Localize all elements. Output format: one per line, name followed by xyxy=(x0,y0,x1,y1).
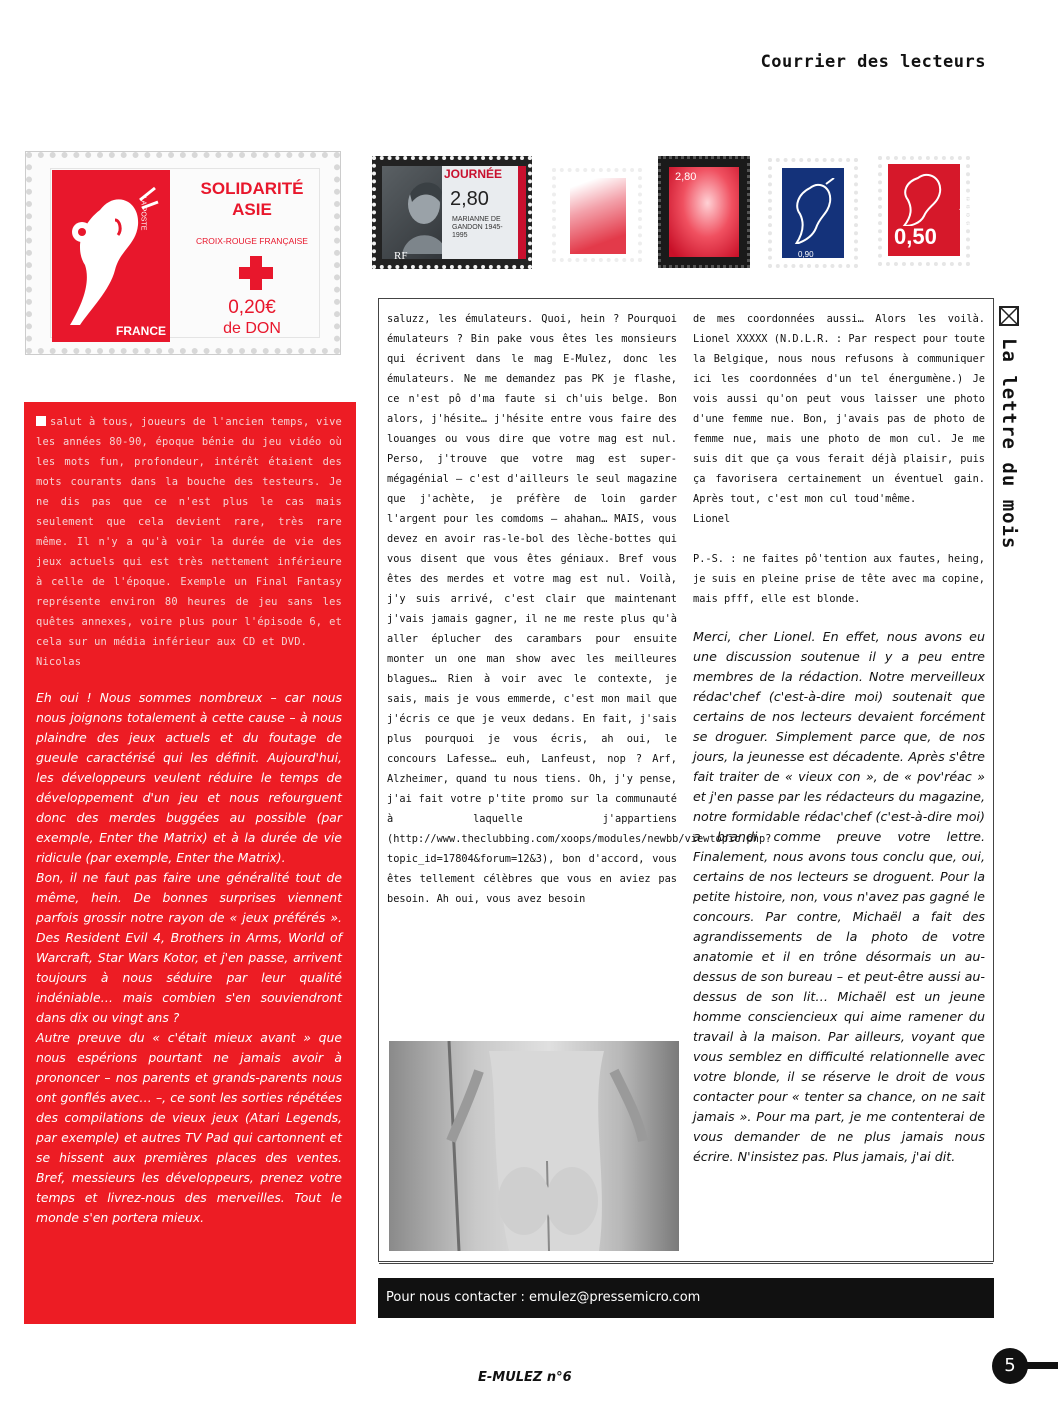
marianne-blue-stamp xyxy=(768,158,858,268)
letter-of-month-box xyxy=(378,298,994,1262)
letter-signature: Lionel xyxy=(693,513,731,525)
editor-reply: Merci, cher Lionel. En effet, nous avons eu une discussion soutenue il y a peu entre membres de la rédaction. Notre merveilleux rédac'chef (c'est-à-dire moi) soutenait que certains de nos lecteurs devaient forcément se droguer. Simplement parce que, de nos jours, la jeunesse est décadente. Après s'être fait traiter de « vieux con », de « pov'réac » et j'en passe par les rédacteurs du magazine, notre formidable rédac'chef (c'est-à-dire moi) a brandi comme preuve votre lettre. Finalement, nous avons tous conclu que, oui, certains de nos lecteurs se droguent. Pour la petite histoire, non, vous n'avez pas gagné le concours. Par contre, Michaël a fait des agrandissements de la photo de votre anatomie et il en trône désormais un au-dessus de son bureau – et peut-être aussi au-dessus de son lit… Michaël est un jeune homme consciencieux qui aime ramener du travail à la maison. Par ailleurs, voyant que vous semblez en difficulté relationnelle avec votre blonde, il se réserve le droit de vous contacter pour « tenter sa chance, on ne sait jamais ». Pour ma part, je me contenterai de vous demander de ne plus jamais nous écrire. N'insistez pas. Plus jamais, j'ai dit. xyxy=(693,629,985,1164)
journee-label: JOURNÉE xyxy=(444,167,503,181)
reader-signature: Nicolas xyxy=(36,656,82,668)
reader-letter-red-column xyxy=(24,402,356,1324)
solidarite-asie-stamp xyxy=(26,152,340,354)
la-poste-label: LA POSTE xyxy=(139,196,147,231)
stamp-value: 0,50 xyxy=(894,224,937,249)
red-cross-icon xyxy=(239,256,273,290)
stamp-org: CROIX-ROUGE FRANÇAISE xyxy=(196,236,308,246)
reply-paragraph: Eh oui ! Nous sommes nombreux – car nous nous joignons totalement à cette cause – à nous plaindre des jeux actuels et du foutage de gueule caractérisé qui les définit. Aujourd'hui, les développeurs veulent réduire le temps de développement d'un jeu et nous refourguent donc des merdes buggées au possible (par exemple, Enter the Matrix) et à la durée de vie ridicule (par exemple, Enter the Matrix). xyxy=(36,690,342,865)
stamp-title xyxy=(182,178,322,220)
stamp-value: 0,90 xyxy=(798,250,814,259)
marianne-icon xyxy=(790,178,836,244)
marianne-red-image xyxy=(888,164,970,256)
contact-bar: Pour nous contacter : emulez@pressemicro.com xyxy=(378,1278,994,1318)
envelope-icon xyxy=(999,306,1019,326)
letter-column-right xyxy=(693,309,985,1167)
stamp-value: 2,80 xyxy=(450,188,489,210)
country-label: RÉPUBLIQUE FRANÇAISE xyxy=(957,194,970,226)
box-double-line xyxy=(379,1263,993,1264)
reply-paragraph: Bon, il ne faut pas faire une généralité tout de même, hein. De bonnes surprises viennent parfois grossir notre rayon de « jeux préférés ». Des Resident Evil 4, Brothers in Arms, World of Warcraft, Star Wars Kotor, et j'en passe, arrivent toujours à nous séduire par leur qualité indéniable… mais combien s'en souviendront dans dix ou vingt ans ? xyxy=(36,870,342,1025)
marianne-pale-stamp xyxy=(552,168,642,262)
reader-letter-body: salut à tous, joueurs de l'ancien temps, vive les années 80-90, époque bénie du jeu vidéo où les mots fun, profondeur, intérêt étaient des mots courants dans la bouche des testeurs. Je ne dis pas que ce n'est plus le cas mais seulement que cela devient rare, très rare même. Il n'y a qu'à voir la durée de vie des jeux actuels qui est très nettement inférieure à celle de l'époque. Exemple un Final Fantasy représente environ 80 heures de jeu sans les quêtes annexes, voire plus pour l'épisode 6, et cela sur un média inférieur aux CD et DVD. xyxy=(36,416,342,648)
bullet-square-icon xyxy=(36,416,46,426)
letter-of-month-title: La lettre du mois xyxy=(998,338,1020,550)
stamp-title-line2: ASIE xyxy=(232,200,272,219)
stamp-don: de DON xyxy=(223,320,281,337)
footer-magazine: E-MULEZ n°6 xyxy=(478,1370,572,1385)
section-title: Courrier des lecteurs xyxy=(760,52,986,72)
letter-column-left: saluzz, les émulateurs. Quoi, hein ? Pourquoi émulateurs ? Bin pake vous êtes les monsieurs qui écrivent dans le mag E-Mulez, donc les émulateurs. Ne me demandez pas PK je flashe, ce n'est pô d'ma faute si ch'uis belge. Bon alors, j'hésite… j'hésite entre vous faire des louanges ou vous dire que votre mag est nul. Perso, j'trouve que votre mag est super-mégagénial – c'est d'ailleurs le seul magazine que j'achète, je préfère de loin garder l'argent pour les comdoms – ahahan… MAIS, vous devez en avoir ras-le-bol des lèche-bottes qui vous disent que vous êtes géniaux. Bref vous êtes des merdes et votre mag est nul. Voilà, j'y suis arrivé, c'est clair que maintenant j'vais jamais gagner, il ne me reste plus qu'à aller éplucher des carambars pour ensuite monter un one man show avec les meilleures blagues… Rien à voir avec le contexte, je sais, mais je vous emmerde, c'est mon mail que j'écris ce que je veux dedans. En fait, j'sais plus pourquoi je vous écris, ah oui, le concours Lafesse… euh, Lanfeust, nop ? Arf, Alzheimer, quand tu nous tiens. Oh, j'y pense, j'ai fait votre p'tite promo sur la communauté à laquelle j'appartiens (http://www.theclubbing.com/xoops/modules/newbb/viewtopic.php?topic_id=17804&forum=12&3), bon d'accord, vous êtes tellement célèbres que vous en aviez pas besoin. Ah oui, vous avez besoin xyxy=(387,313,772,905)
marianne-panel xyxy=(52,170,170,342)
marianne-icon xyxy=(900,170,950,226)
red-stripe xyxy=(518,166,526,259)
page-number: 5 xyxy=(992,1348,1028,1384)
liberte-stamp xyxy=(658,156,750,268)
marianne-pale-image xyxy=(570,178,626,254)
stamp-caption: MARIANNE DE GANDON 1945-1995 xyxy=(452,216,503,239)
rf-label: RF xyxy=(394,250,408,262)
marianne-red-stamp xyxy=(878,156,970,266)
letter-text: de mes coordonnées aussi… Alors les voilà. Lionel XXXXX (N.D.L.R. : Par respect pour toute la Belgique, nous nous refusons à communiquer ici les coordonnées d'un tel énergumène.) Je vois aussi qu'on peut vous laisser une photo d'une femme nue. Bon, j'avais pas de photo de femme nue, mais une photo de mon cul. Je me suis dit que ça vous ferait déjà plaisir, puis ça favorisera certainement un éventuel gain. Après tout, c'est mon cul toud'même. xyxy=(693,313,985,505)
marianne-blue-image xyxy=(782,168,844,258)
country-label: FRANCE xyxy=(116,324,166,338)
editor-reply xyxy=(36,688,342,1228)
journee-du-timbre-stamp xyxy=(372,156,532,269)
photo-figure xyxy=(389,1041,679,1251)
stamp-price: 0,20€ xyxy=(228,297,276,318)
reply-paragraph: Autre preuve du « c'était mieux avant » que nous espérions pourtant ne jamais avoir à prononcer – nos parents et grands-parents nous ont gonflés avec… –, ce sont les sorties répétées des compilations de vieux jeux (Atari Legends, par exemple) et autres TV Pad qui cartonnent et se hissent aux premières places des ventes. Bref, messieurs les développeurs, prenez votre temps et livrez-nous des merveilles. Tout le monde s'en portera mieux. xyxy=(36,1030,342,1225)
stamp-title-line1: SOLIDARITÉ xyxy=(200,179,304,198)
stamp-value: 2,80 xyxy=(675,171,697,183)
reader-letter-text xyxy=(36,412,342,672)
letter-postscript: P.-S. : ne faites pô'tention aux fautes, heing, je suis en pleine prise de tête avec ma copine, mais pfff, elle est blonde. xyxy=(693,553,985,605)
reader-photo xyxy=(389,1041,679,1251)
